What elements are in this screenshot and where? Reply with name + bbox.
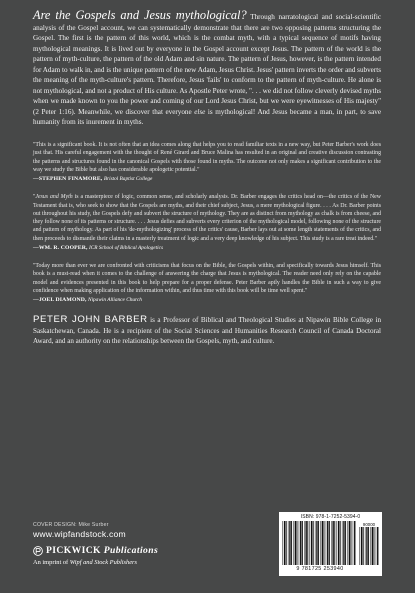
- barcode-bar: [327, 521, 328, 565]
- imprint-name: Wipf and Stock Publishers: [69, 559, 138, 566]
- barcode-bar: [349, 521, 350, 565]
- barcode-bar: [342, 521, 343, 565]
- isbn-label: ISBN: 978-1-7252-5394-0: [300, 514, 361, 520]
- barcode-bar: [291, 521, 292, 565]
- endorsement-quote-body: is a masterpiece of logic, common sense, and scholarly analysis. Dr. Barber engages the critics head on—the critics of the New Testament that is, who seek to show that the Gospels are myths, and their chief subject, Jesus, a mere mythological figure. . . . As Dr. Barber points out throughout his study, the Gospels defy and subvert the structure of mythology. They are as distinct from mythology as chalk is from cheese, and they follow none of its patterns or structure. . . . Jesus defies and subverts every criterion of the mythological model, following none of the structure and pattern of mythology. As part of his 'de-mythologizing' process of the critics' cause, Barber lays out at some length statements of the critics, and then proceeds to dismantle their claims in a masterly treatment of logic and a very deep knowledge of his subject. This study is a rare treat indeed.": [33, 194, 381, 242]
- barcode-icon: [282, 521, 356, 565]
- barcode-bar: [351, 521, 352, 565]
- spacer: [33, 184, 381, 193]
- barcode-bar: [305, 521, 306, 565]
- author-bio: [33, 315, 381, 347]
- barcode-panel: [279, 512, 382, 576]
- price-code: 90000: [362, 522, 376, 527]
- barcode-bar: [338, 521, 339, 565]
- barcode-bar: [284, 521, 285, 565]
- endorsement-finamore: [33, 141, 381, 184]
- publisher-logo-line: [33, 545, 223, 556]
- publisher-name-prefix: PICKWICK: [46, 545, 104, 556]
- barcode-bar: [340, 521, 341, 565]
- barcode-bar: [310, 521, 311, 565]
- publisher-website[interactable]: www.wipfandstock.com: [33, 529, 126, 539]
- endorsement-quote: "Jesus and Myth is a masterpiece of logic, common sense, and scholarly analysis. Dr. Barber engages the critics head on—the critics of the New Testament that is, who seek to show that the Gospels are myths, and their chief subject, Jesus, a mere mythological figure. . . . As Dr. Barber points out throughout his study, the Gospels defy and subvert the structure of mythology. They are as distinct from mythology as chalk is from cheese, and they follow none of its patterns or structure. . . . Jesus defies and subverts every criterion of the mythological model, following none of the structure and pattern of mythology. As part of his 'de-mythologizing' process of the critics' cause, Barber lays out at some length statements of the critics, and then proceeds to dismantle their claims in a masterly treatment of logic and a very deep knowledge of his subject. This study is a rare treat indeed.": [33, 194, 381, 242]
- barcode-bar: [315, 521, 316, 565]
- endorser-affiliation: Nipawin Alliance Church: [88, 297, 142, 304]
- barcode-bar: [366, 527, 367, 565]
- barcode-bar: [318, 521, 319, 565]
- barcode-bar: [377, 527, 378, 565]
- barcode-bar: [365, 527, 366, 565]
- barcode-bar: [374, 527, 375, 565]
- barcode-bar: [307, 521, 308, 565]
- barcode-bar: [353, 521, 354, 565]
- barcode-bar: [299, 521, 300, 565]
- intro-emphasis: else: [194, 107, 206, 116]
- endorsement-quote: "Today more than ever we are confronted with criticisms that focus on the Bible, the Gospels within, and specifically towards Jesus himself. This book is a must-read when it comes to the challenge of answering the charge that Jesus is mythological. The reader need only rely on the capable model and evidences presented in this book to help prepare for a proper defense. Peter Barber aptly handles the Bible in such a way to give confidence when making application of the information within, and thus time with this book will be time well spent.": [33, 262, 381, 294]
- author-bio-text: is a Professor of Biblical and Theological Studies at Nipawin Bible College in Saskatchewan, Canada. He is a recipient of the Social Sciences and Humanities Research Council of Canada Doctoral Award, and an authority on the relationships between the Gospels, myth, and culture.: [33, 316, 381, 346]
- barcode-bar: [313, 521, 314, 565]
- intro-text-2: is mythological! And Jesus became a man, in part, to save humanity from its inurement in myths.: [33, 107, 381, 127]
- barcode-bar: [372, 527, 373, 565]
- publisher-name-italic: Publications: [103, 545, 159, 556]
- spacer: [33, 253, 381, 262]
- imprint-line: [33, 559, 223, 566]
- pickwick-logo-icon: [33, 546, 43, 556]
- endorser-affiliation: ICR School of Biblical Apologetics: [88, 244, 164, 251]
- endorsement-attribution: [33, 296, 381, 305]
- endorsements: [33, 141, 381, 305]
- barcode-bar: [376, 527, 377, 565]
- barcode-bar: [334, 521, 335, 565]
- barcode-addon-icon: [359, 527, 379, 565]
- barcode-bar: [283, 521, 284, 565]
- intro-paragraph: [33, 8, 381, 128]
- barcode-bar: [311, 521, 312, 565]
- barcode-bar: [360, 527, 361, 565]
- barcode-bar: [354, 521, 355, 565]
- barcode-bar: [345, 521, 346, 565]
- barcode-bar: [361, 527, 362, 565]
- endorsement-diamond: [33, 262, 381, 305]
- book-title-italic: Jesus and Myth: [35, 194, 73, 201]
- barcode-bar: [332, 521, 333, 565]
- endorsement-cooper: [33, 193, 381, 253]
- endorser-name: —JOEL DIAMOND,: [33, 297, 87, 304]
- publisher-footer: [33, 522, 223, 566]
- barcode-bar: [288, 521, 289, 565]
- endorsement-attribution: [33, 244, 381, 253]
- barcode-bar: [297, 521, 298, 565]
- endorser-name: —WM. R. COOPER,: [33, 244, 88, 251]
- barcode-bar: [316, 521, 317, 565]
- barcode-bar: [343, 521, 344, 565]
- barcode-bar: [304, 521, 305, 565]
- barcode-bar: [302, 521, 303, 565]
- publisher-name: [46, 545, 158, 556]
- endorsement-attribution: [33, 175, 381, 184]
- imprint-prefix: An imprint of: [33, 559, 70, 566]
- barcode-bar: [337, 521, 338, 565]
- endorser-name: —STEPHEN FINAMORE,: [33, 176, 103, 183]
- barcode-bar: [326, 521, 327, 565]
- barcode-bar: [368, 527, 369, 565]
- barcode-bar: [363, 527, 364, 565]
- barcode-bar: [347, 521, 348, 565]
- endorsement-quote: "This is a significant book. It is not often that an idea comes along that helps you to read familiar texts in a new way, but Peter Barber's work does just that. His careful engagement with the thought of René Girard and Bruce Malina has resulted in an original and creative discussion contrasting the patterns and structures found in the canonical Gospels with those found in myths. The outcome not only makes a significant contribution to the way we study the Bible but also has considerable apologetic potential.": [33, 142, 381, 173]
- barcode-bar: [322, 521, 323, 565]
- barcode-bar: [370, 527, 371, 565]
- cover-design-credit: COVER DESIGN: Mike Surber: [33, 522, 109, 528]
- barcode-bar: [293, 521, 294, 565]
- endorser-affiliation: Bristol Baptist College: [103, 176, 153, 183]
- barcode-bar: [295, 521, 296, 565]
- barcode-bar: [329, 521, 330, 565]
- intro-text-1: Through narratological and social-scientific analysis of the Gospel account, we can systematically demonstrate that there are two opposing patterns structuring the Gospel. The first is the pattern of this world, which is the combat myth, with a typical sequence of motifs having mythological meanings. It is lived out by everyone in the Gospel account except Jesus. The pattern of the world is the pattern of myth-culture, the pattern of the old Adam and sin nature. The pattern of Jesus, however, is the pattern intended for Adam to walk in, and is the unique pattern of the new Adam, Jesus Christ. Jesus' pattern inverts the order and subverts the meaning of the myth-culture's pattern. Therefore, Jesus 'fails' to conform to the pattern of myth-culture. He alone is not mythological, and not a product of His culture. As Apostle Peter wrote, ". . . we did not follow cleverly devised myths when we made known to you the power and coming of our Lord Jesus Christ, but we were eyewitnesses of His majesty" (2 Peter 1:16). Meanwhile, we discover that everyone: [33, 13, 381, 116]
- author-name: PETER JOHN BARBER: [33, 314, 148, 326]
- barcode-bar: [320, 521, 321, 565]
- intro-headline: Are the Gospels and Jesus mythological?: [33, 8, 247, 22]
- barcode-bar: [286, 521, 287, 565]
- barcode-bar: [300, 521, 301, 565]
- barcode-bar: [331, 521, 332, 565]
- barcode-bar: [324, 521, 325, 565]
- barcode-digits: 9 781725 253940: [296, 566, 344, 572]
- barcode-bar: [289, 521, 290, 565]
